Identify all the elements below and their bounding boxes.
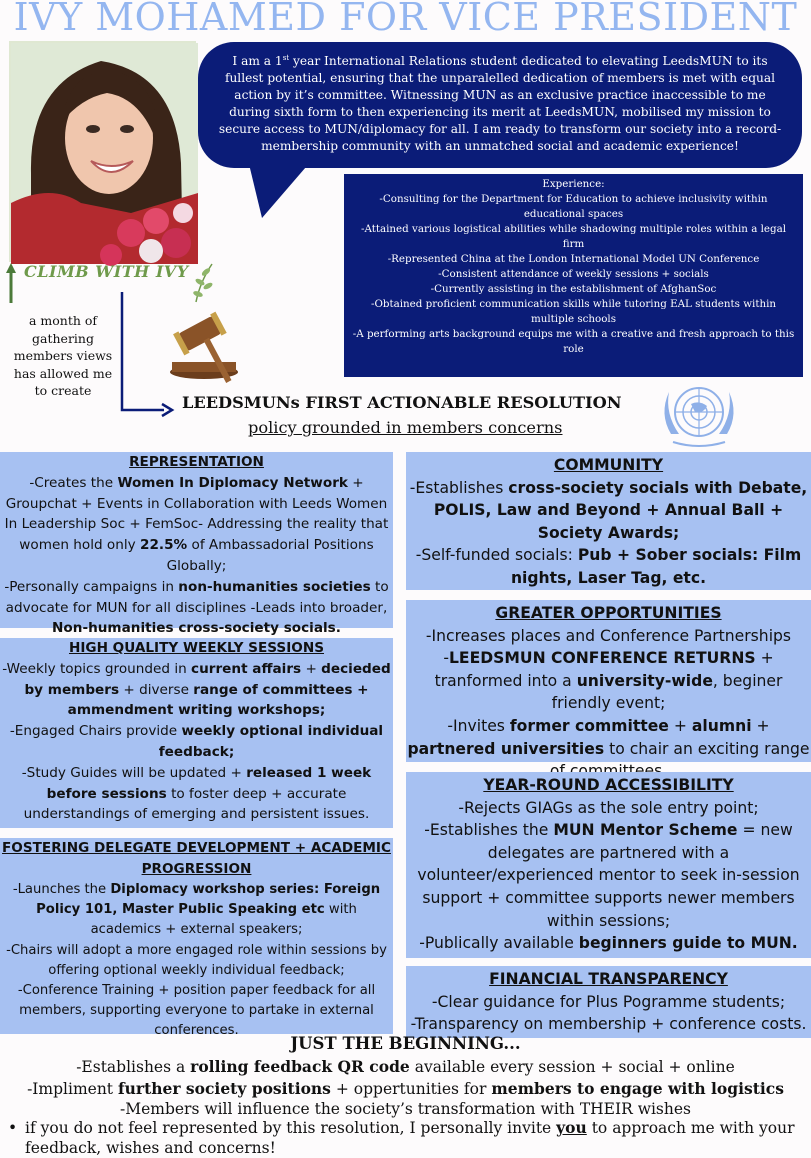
resolution-title: LEEDSMUNs FIRST ACTIONABLE RESOLUTION: [182, 393, 622, 412]
intro-text-a: I am a 1: [232, 54, 283, 69]
intro-statement: [198, 42, 802, 168]
experience-item: -A performing arts background equips me with a creative and fresh approach to this role: [352, 328, 795, 355]
fostering-heading: FOSTERING DELEGATE DEVELOPMENT + ACADEMIC PROGRESSION: [2, 840, 391, 877]
intro-text-b: year International Relations student dedicated to elevating LeedsMUN to its fullest potential, ensuring that the unparalelled dedication of members is met with equal action by it’s committee. Witnessing MUN as an exclusive practice inaccessible to me during sixth form to then experiencing its merit at LeedsMUN, mobilised my mission to secure access to MUN/diplomacy for all. I am ready to transform our society into a record-membership community with an unmatched social and academic experience!: [218, 54, 782, 154]
community-heading: COMMUNITY: [553, 456, 664, 474]
ivy-leaf-icon: [186, 262, 216, 302]
gathering-note: a month of gathering members views has allowed me to create: [13, 313, 113, 398]
financial-box: [406, 966, 811, 1038]
arrow-up-icon: [6, 263, 16, 303]
bullet-icon: •: [8, 1119, 18, 1137]
financial-heading: FINANCIAL TRANSPARENCY: [489, 970, 728, 988]
community-point: -Self-funded socials: Pub + Sober socials: Film nights, Laser Tag, etc.: [415, 546, 802, 587]
experience-item: -Consistent attendance of weekly sessions + socials: [438, 268, 709, 280]
intro-superscript: st: [282, 54, 290, 62]
representation-heading: REPRESENTATION: [129, 454, 264, 470]
experience-item: -Attained various logistical abilities while shadowing multiple roles within a legal firm: [360, 223, 787, 250]
beginning-heading: JUST THE BEGINNING...: [290, 1034, 521, 1053]
slogan: CLIMB WITH IVY: [24, 262, 189, 281]
portrait-image: [11, 43, 198, 264]
weekly-point: -Engaged Chairs provide weekly optional individual feedback;: [9, 723, 384, 760]
financial-point: -Transparency on membership + conference costs.: [410, 1015, 807, 1034]
fostering-box: [0, 838, 393, 1039]
opportunities-point: -LEEDSMUN CONFERENCE RETURNS + tranformed into a university-wide, beginer friendly event;: [434, 649, 783, 713]
beginning-line: -Establishes a rolling feedback QR code available every session + social + online: [76, 1057, 735, 1076]
representation-box: [0, 452, 393, 637]
experience-item: -Currently assisting in the establishment of AfghanSoc: [430, 283, 717, 295]
accessibility-point: -Publically available beginners guide to MUN.: [419, 934, 798, 953]
experience-item: -Consulting for the Department for Education to achieve inclusivity within educational spaces: [379, 193, 768, 220]
representation-point: -Creates the Women In Diplomacy Network + Groupchat + Events in Collaboration with Leeds Women In Leadership Soc + FemSoc- Addressing the reality that women hold only 22.5% of Ambassadorial Positions Globally;: [4, 474, 389, 574]
opportunities-box: [406, 600, 811, 762]
weekly-point: -Weekly topics grounded in current affairs + decieded by members + diverse range of committees + ammendment writing workshops;: [2, 660, 391, 719]
weekly-point: -Study Guides will be updated + released 1 week before sessions to foster deep + accurate understandings of emerging and persistent issues.: [21, 764, 372, 823]
beginning-line: -Members will influence the society’s transformation with THEIR wishes: [119, 1100, 692, 1118]
opportunities-point: -Increases places and Conference Partnerships: [425, 626, 792, 645]
accessibility-heading: YEAR-ROUND ACCESSIBILITY: [483, 776, 734, 794]
fostering-point: -Launches the Diplomacy workshop series: Foreign Policy 101, Master Public Speaking etc with academics + external speakers;: [12, 882, 381, 938]
weekly-sessions-box: [0, 638, 393, 828]
resolution-subtitle: policy grounded in members concerns: [248, 418, 563, 437]
speech-bubble-tail: [248, 160, 312, 218]
financial-point: -Clear guidance for Plus Pogramme students;: [431, 992, 786, 1011]
un-emblem-icon: [655, 378, 743, 450]
experience-box: [344, 174, 803, 377]
weekly-sessions-heading: HIGH QUALITY WEEKLY SESSIONS: [68, 640, 324, 656]
accessibility-point: -Rejects GIAGs as the sole entry point;: [458, 798, 759, 817]
experience-item: -Obtained proficient communication skills while tutoring EAL students within multiple schools: [370, 298, 777, 325]
candidate-photo: [9, 41, 196, 262]
fostering-point: -Conference Training + position paper feedback for all members, supporting everyone to partake in external conferences.: [17, 983, 376, 1039]
opportunities-heading: GREATER OPPORTUNITIES: [495, 604, 722, 622]
representation-point: -Personally campaigns in non-humanities societies to advocate for MUN for all disciplines -Leads into broader, Non-humanities cross-society socials.: [4, 578, 389, 637]
page-title: IVY MOHAMED FOR VICE PRESIDENT: [13, 0, 798, 39]
accessibility-box: [406, 772, 811, 958]
experience-item: -Represented China at the London International Model UN Conference: [387, 253, 760, 265]
accessibility-point: -Establishes the MUN Mentor Scheme = new delegates are partnered with a volunteer/experienced mentor to seek in-session support + committee supports newer members within sessions;: [417, 821, 800, 930]
fostering-point: -Chairs will adopt a more engaged role within sessions by offering optional weekly individual feedback;: [6, 942, 387, 978]
gavel-icon: [168, 306, 272, 382]
opportunities-point: -Invites former committee + alumni + partnered universities to chair an exciting range: [407, 716, 810, 758]
experience-heading: Experience:: [542, 178, 605, 190]
beginning-line: -Impliment further society positions + oppertunities for members to engage with logistics: [27, 1079, 784, 1098]
community-point: -Establishes cross-society socials with Debate, POLIS, Law and Beyond + Annual Ball + Society Awards;: [409, 478, 808, 542]
community-box: [406, 452, 811, 590]
